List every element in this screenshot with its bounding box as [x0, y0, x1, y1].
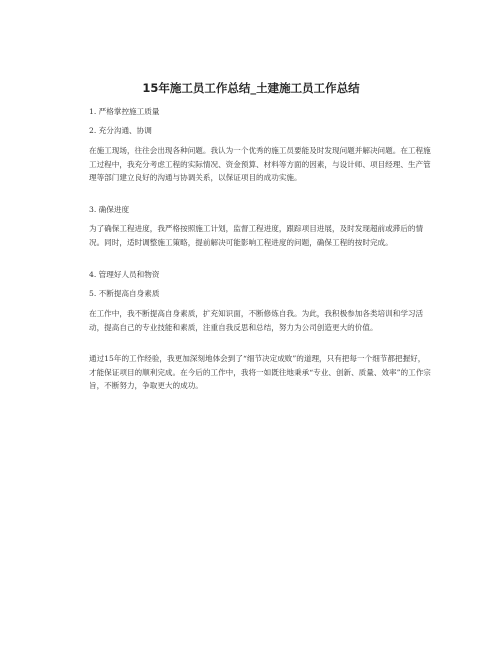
section-heading-4: 4. 管理好人员和物资 [89, 270, 160, 279]
paragraph-1: 在施工现场，往往会出现各种问题。我认为一个优秀的施工员要能及时发现问题并解决问题。在工程施工过程中，我充分考虑工程的实际情况、资金预算、材料等方面的因素，与设计师、项目经理、生产管理等部门建立良好的沟通与协调关系，以保证项目的成功实施。 [89, 146, 431, 182]
section-heading-1: 1. 严格掌控施工质量 [89, 107, 160, 116]
document-title: 15年施工员工作总结_土建施工员工作总结 [142, 81, 360, 95]
paragraph-3: 在工作中，我不断提高自身素质，扩充知识面，不断修炼自我。为此，我积极参加各类培训和学习活动，提高自己的专业技能和素质，注重自我反思和总结，努力为公司创造更大的价值。 [89, 309, 424, 332]
section-heading-2: 2. 充分沟通、协调 [89, 126, 152, 135]
paragraph-4: 通过15年的工作经验，我更加深刻地体会到了“细节决定成败”的道理，只有把每一个细节都把握好，才能保证项目的顺利完成。在今后的工作中，我将一如既往地秉承“专业、创新、质量、效率”的工作宗旨，不断努力，争取更大的成功。 [89, 354, 431, 390]
section-heading-3: 3. 确保进度 [89, 205, 130, 214]
paragraph-2: 为了确保工程进度，我严格按照施工计划，监督工程进度，跟踪项目进展，及时发现超前或滞后的情况。同时，适时调整施工策略，提前解决可能影响工程进度的问题，确保工程的按时完成。 [89, 224, 424, 247]
section-heading-5: 5. 不断提高自身素质 [89, 289, 160, 298]
